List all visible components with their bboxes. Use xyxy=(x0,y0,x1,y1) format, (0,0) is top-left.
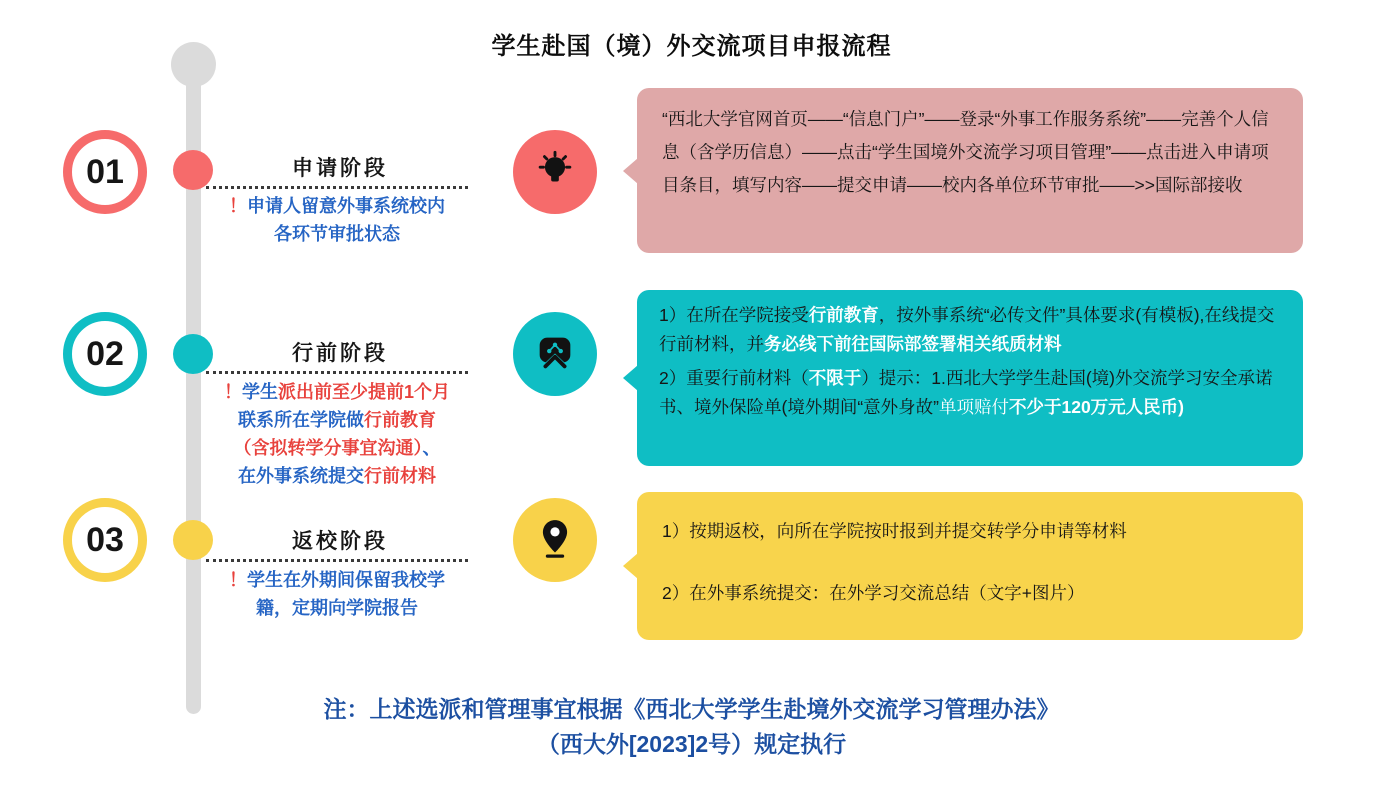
stage2-speech-bubble xyxy=(637,290,1303,466)
bubble-segment: ，按外事系统“必传文件”具体要求(有模板),在线提交行前材料，并 xyxy=(659,305,1275,354)
note-line xyxy=(193,566,481,594)
note-line xyxy=(193,406,481,434)
bubble-segment: ）提示：1.西北大学学生赴国(境)外交流学习安全承诺书、境外保险单(境外期间“意外身故” xyxy=(659,368,1273,417)
note-segment: （含拟转学分事宜沟通） xyxy=(233,438,423,458)
page-title: 学生赴国（境）外交流项目申报流程 xyxy=(491,33,892,60)
bubble-segment: 2）重要行前材料（ xyxy=(659,368,809,388)
stage3-number: 03 xyxy=(86,520,124,559)
note-segment: 在外事系统提交 xyxy=(238,466,364,486)
stage3-dotted-divider xyxy=(206,559,468,562)
note-segment: 籍，定期向学院报告 xyxy=(256,598,418,618)
bubble-segment: 单项赔付 xyxy=(938,397,1009,417)
bubble-segment: 1）按期返校，向所在学院按时报到并提交转学分申请等材料 xyxy=(662,521,1127,541)
bubble-tail xyxy=(623,365,638,391)
stage3-icon-circle xyxy=(513,498,597,582)
note-segment: 各环节审批状态 xyxy=(274,224,400,244)
stage1-note xyxy=(193,192,481,248)
note-segment: 派出前至少提前1个月 xyxy=(277,382,450,402)
lightbulb-icon xyxy=(532,147,578,198)
note-segment: 联系所在学院做 xyxy=(238,410,364,430)
note-line xyxy=(193,462,481,490)
bubble-paragraph xyxy=(662,103,1278,202)
stage3-speech-bubble xyxy=(637,492,1303,640)
stage1-timeline-dot xyxy=(173,150,213,190)
bubble-tail xyxy=(623,553,638,579)
bubble-segment: 不少于120万元人民币) xyxy=(1008,397,1185,417)
stage3-timeline-dot xyxy=(173,520,213,560)
stage2-number: 02 xyxy=(86,334,124,373)
bubble-paragraph xyxy=(659,364,1281,422)
stage3-title: 返校阶段 xyxy=(292,530,388,553)
bubble-segment: 1）在所在学院接受 xyxy=(659,305,809,325)
note-line xyxy=(193,378,481,406)
note-segment: ！ xyxy=(229,196,247,216)
bubble-segment: 行前教育 xyxy=(808,305,879,325)
note-line xyxy=(193,192,481,220)
stage2-note xyxy=(193,378,481,490)
stage2-number-badge xyxy=(63,312,147,396)
stage3-note xyxy=(193,566,481,622)
note-line xyxy=(193,594,481,622)
bubble-segment: 务必线下前往国际部签署相关纸质材料 xyxy=(764,334,1062,354)
stage1-icon-circle xyxy=(513,130,597,214)
bubble-segment: 不限于 xyxy=(808,368,862,388)
note-segment: 行前教育 xyxy=(364,410,436,430)
footer-note xyxy=(0,692,1383,762)
bubble-paragraph xyxy=(662,518,1278,544)
note-segment: 、 xyxy=(422,438,441,458)
bubble-tail xyxy=(623,158,638,184)
stage1-number: 01 xyxy=(86,152,124,191)
stage2-icon-circle xyxy=(513,312,597,396)
note-line xyxy=(193,220,481,248)
note-line xyxy=(193,434,481,462)
bubble-segment: “西北大学官网首页——“信息门户”——登录“外事工作服务系统”——完善个人信息（含学历信息）——点击“学生国境外交流学习项目管理”——点击进入申请项目条目，填写内容——提交申请——校内各单位环节审批——>>国际部接收 xyxy=(662,109,1269,195)
bubble-paragraph xyxy=(662,580,1278,606)
note-segment: 行前材料 xyxy=(364,466,436,486)
stage2-dotted-divider xyxy=(206,371,468,374)
footer-line-2: （西大外[2023]2号）规定执行 xyxy=(536,731,847,757)
stage1-title: 申请阶段 xyxy=(292,157,388,180)
note-segment: ！ xyxy=(229,570,247,590)
map-pin-icon xyxy=(533,515,577,566)
bubble-paragraph xyxy=(659,301,1281,359)
stage2-title: 行前阶段 xyxy=(292,342,388,365)
note-segment: ！ xyxy=(223,382,242,402)
bubble-segment: 2）在外事系统提交：在外学习交流总结（文字+图片） xyxy=(662,583,1085,603)
footer-line-1: 注：上述选派和管理事宜根据《西北大学学生赴境外交流学习管理办法》 xyxy=(323,696,1060,722)
share-viewer-icon xyxy=(532,329,578,380)
note-segment: 学生在外期间保留我校学 xyxy=(247,570,445,590)
note-segment: 学生 xyxy=(241,382,278,402)
stage1-dotted-divider xyxy=(206,186,468,189)
stage3-number-badge xyxy=(63,498,147,582)
stage2-timeline-dot xyxy=(173,334,213,374)
note-segment: 申请人留意外事系统校内 xyxy=(247,196,445,216)
stage1-speech-bubble xyxy=(637,88,1303,253)
stage1-number-badge xyxy=(63,130,147,214)
